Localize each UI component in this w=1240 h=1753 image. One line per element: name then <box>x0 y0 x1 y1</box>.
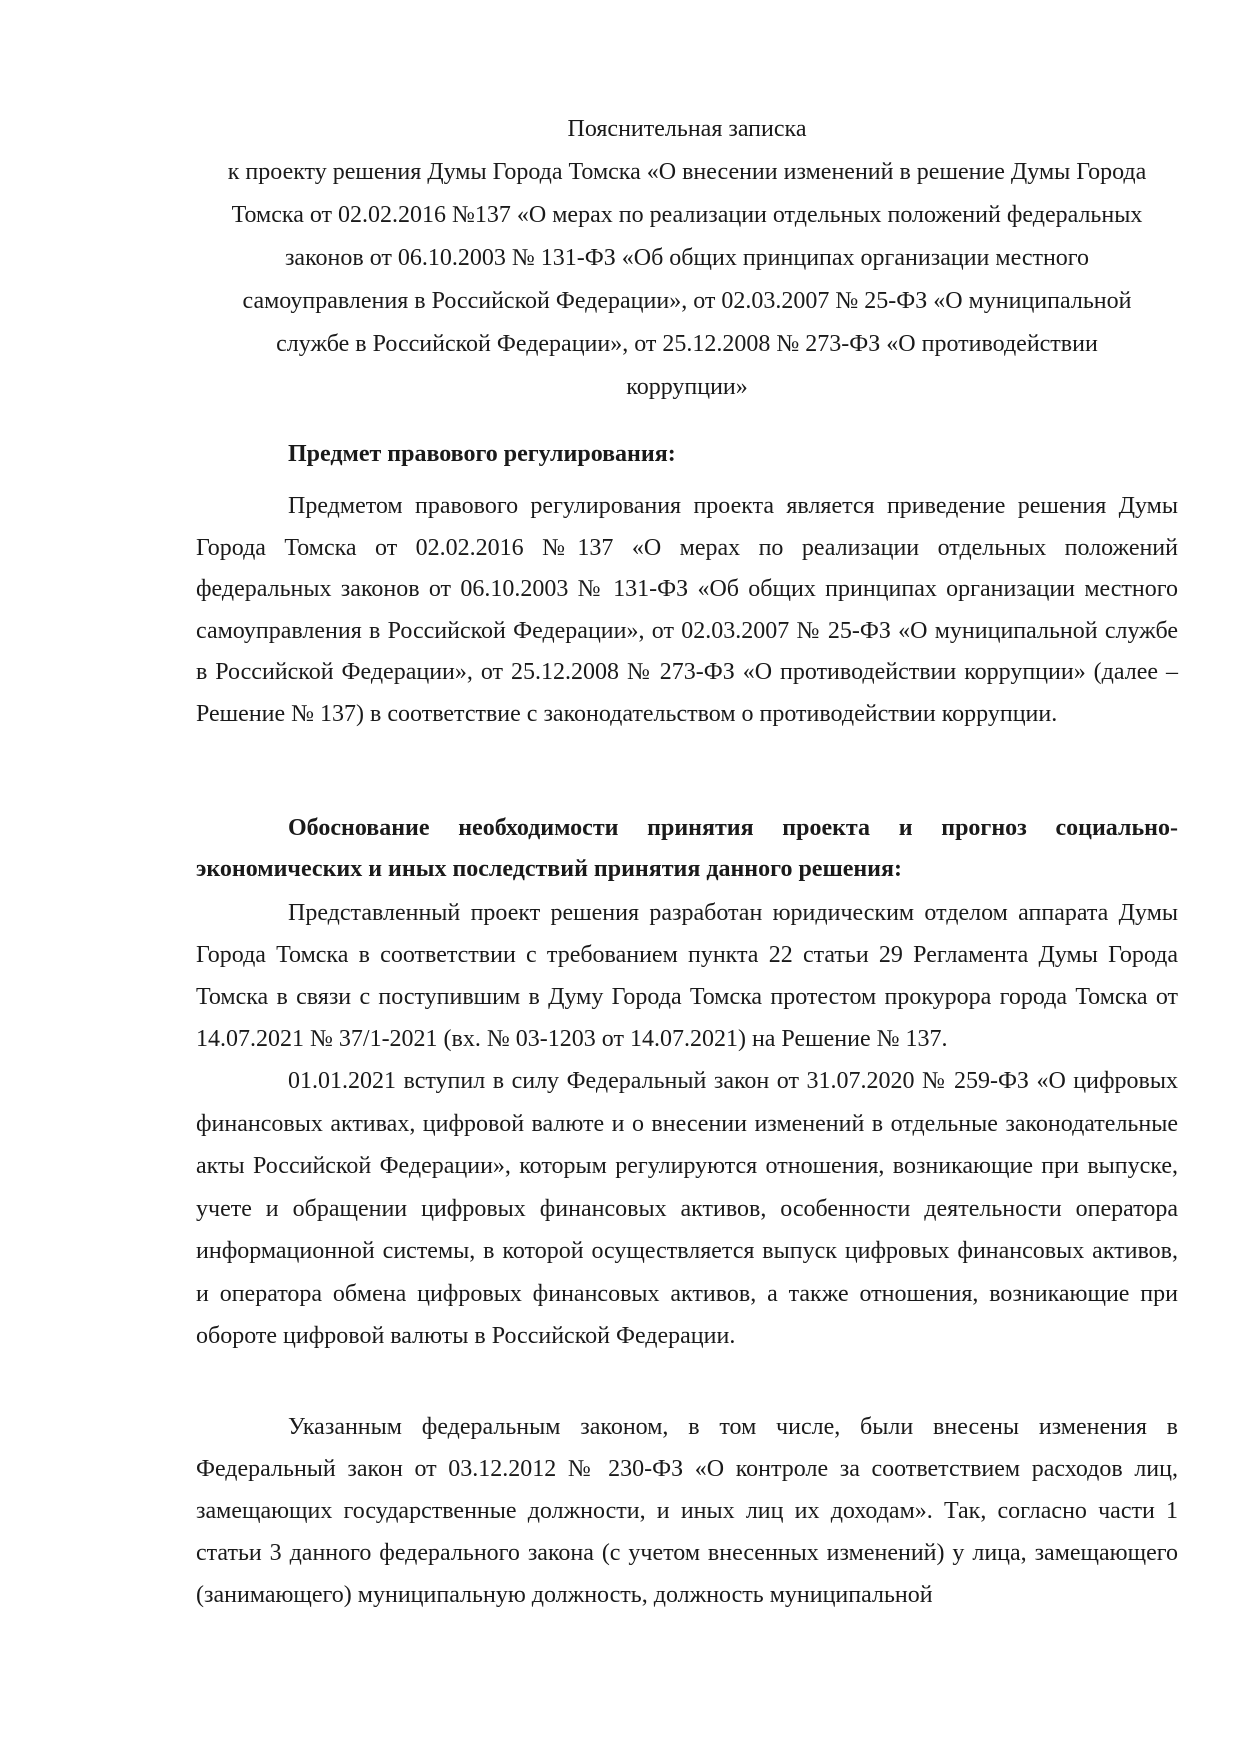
paragraph-justification-1: Представленный проект решения разработан юридическим отделом аппарата Думы Города Томска в соответствии с требованием пункта 22 статьи 29 Регламента Думы Города Томска в связи с поступившим в Думу Города Томска протестом прокурора города Томска от 14.07.2021 № 37/1-2021 (вх. № 03-1203 от 14.07.2021) на Решение № 137. <box>196 900 1178 1052</box>
title-line: законов от 06.10.2003 № 131-ФЗ «Об общих принципах организации местного <box>284 245 1090 271</box>
title-line: к проекту решения Думы Города Томска «О внесении изменений в решение Думы Города <box>227 159 1147 185</box>
title-line: Пояснительная записка <box>567 116 807 142</box>
paragraph-justification-3: Указанным федеральным законом, в том числе, были внесены изменения в Федеральный закон от 03.12.2012 № 230-ФЗ «О контроле за соответствием расходов лиц, замещающих государственные должности, и иных лиц их доходам». Так, согласно части 1 статьи 3 данного федерального закона (с учетом внесенных изменений) у лица, замещающего (занимающего) муниципальную должность, должность муниципальной <box>196 1414 1178 1608</box>
section-heading-justification: Обоснование необходимости принятия проекта и прогноз социально-экономических и иных последствий принятия данного решения: <box>196 815 1178 882</box>
title-line: Томска от 02.02.2016 №137 «О мерах по реализации отдельных положений федеральных <box>231 202 1143 228</box>
title-line: службе в Российской Федерации», от 25.12.2008 № 273-ФЗ «О противодействии <box>276 331 1098 357</box>
section-heading-subject: Предмет правового регулирования: <box>288 441 676 467</box>
title-line: самоуправления в Российской Федерации», от 02.03.2007 № 25-ФЗ «О муниципальной <box>242 288 1132 314</box>
paragraph-subject: Предметом правового регулирования проекта является приведение решения Думы Города Томска от 02.02.2016 №137 «О мерах по реализации отдельных положений федеральных законов от 06.10.2003 № 131-ФЗ «Об общих принципах организации местного самоуправления в Российской Федерации», от 02.03.2007 № 25-ФЗ «О муниципальной службе в Российской Федерации», от 25.12.2008 № 273-ФЗ «О противодействии коррупции» (далее – Решение № 137) в соответствие с законодательством о противодействии коррупции. <box>196 493 1178 727</box>
title-line: коррупции» <box>626 374 748 400</box>
paragraph-justification-2: 01.01.2021 вступил в силу Федеральный закон от 31.07.2020 № 259-ФЗ «О цифровых финансовых активах, цифровой валюте и о внесении изменений в отдельные законодательные акты Российской Федерации», которым регулируются отношения, возникающие при выпуске, учете и обращении цифровых финансовых активов, особенности деятельности оператора информационной системы, в которой осуществляется выпуск цифровых финансовых активов, и оператора обмена цифровых финансовых активов, а также отношения, возникающие при обороте цифровой валюты в Российской Федерации. <box>196 1068 1178 1349</box>
document-title <box>196 108 1178 409</box>
